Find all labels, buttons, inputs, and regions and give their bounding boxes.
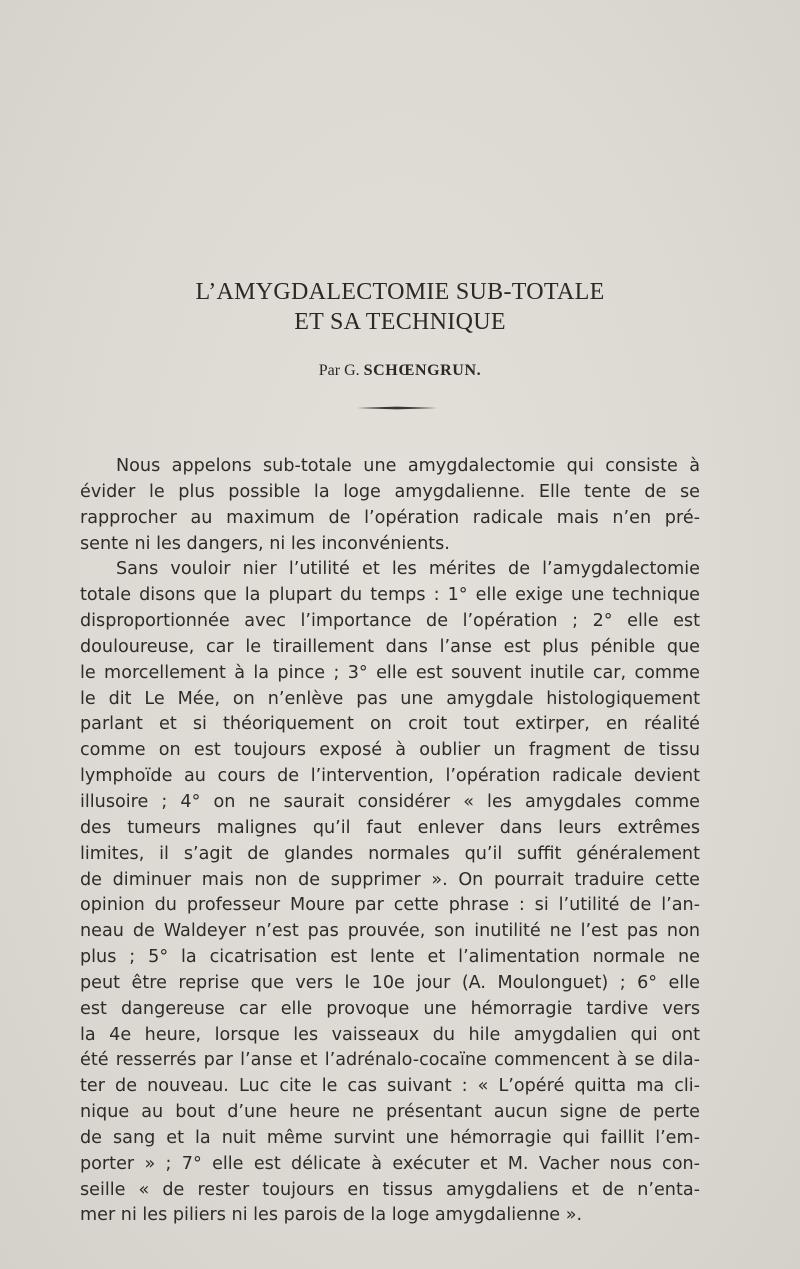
body-line: le dit Le Mée, on n’enlève pas une amygdale histologiquement (80, 688, 700, 709)
body-line: opinion du professeur Moure par cette phrase : si l’utilité de l’an- (80, 895, 700, 916)
body-text (80, 454, 700, 1229)
body-line: illusoire ; 4° on ne saurait considérer « les amygdales comme (80, 791, 700, 812)
body-line: le morcellement à la pince ; 3° elle est souvent inutile car, comme (80, 662, 700, 683)
author-name: SCHŒNGRUN. (363, 362, 482, 379)
body-line: la 4e heure, lorsque les vaisseaux du hile amygdalien qui ont (80, 1024, 700, 1045)
body-line: parlant et si théoriquement on croit tout extirper, en réalité (80, 714, 700, 735)
body-line: de diminuer mais non de supprimer ». On pourrait traduire cette (80, 869, 700, 890)
body-line: de sang et la nuit même survint une hémorragie qui faillit l’em- (80, 1127, 700, 1148)
title-line-2: ET SA TECHNIQUE (294, 309, 506, 335)
body-line: nique au bout d’une heure ne présentant aucun signe de perte (80, 1102, 700, 1123)
body-line: douloureuse, car le tiraillement dans l’anse est plus pénible que (80, 636, 700, 657)
body-line: mer ni les piliers ni les parois de la loge amygdalienne ». (80, 1205, 583, 1226)
ornamental-rule (357, 406, 437, 410)
body-line: limites, il s’agit de glandes normales qu’il suffit généralement (80, 843, 700, 864)
body-line: comme on est toujours exposé à oublier un fragment de tissu (80, 740, 700, 761)
body-line: ter de nouveau. Luc cite le cas suivant : « L’opéré quitta ma cli- (80, 1076, 700, 1097)
title-line-1: L’AMYGDALECTOMIE SUB-TOTALE (195, 279, 605, 305)
body-line: Sans vouloir nier l’utilité et les mérites de l’amygdalectomie (116, 559, 700, 580)
body-line: lymphoïde au cours de l’intervention, l’opération radicale devient (80, 766, 700, 787)
body-line: rapprocher au maximum de l’opération radicale mais n’en pré- (80, 507, 700, 528)
byline-prefix: Par G. (318, 362, 360, 379)
body-line: porter » ; 7° elle est délicate à exécuter et M. Vacher nous con- (80, 1153, 700, 1174)
body-line: été resserrés par l’anse et l’adrénalo-cocaïne commencent à se dila- (80, 1050, 700, 1071)
body-line: Nous appelons sub-totale une amygdalectomie qui consiste à (116, 456, 700, 476)
body-line: plus ; 5° la cicatrisation est lente et l’alimentation normale ne (80, 947, 700, 968)
body-line: évider le plus possible la loge amygdalienne. Elle tente de se (80, 481, 700, 502)
body-line: sente ni les dangers, ni les inconvénients. (80, 533, 450, 554)
body-line: des tumeurs malignes qu’il faut enlever dans leurs extrêmes (80, 817, 700, 838)
byline (0, 362, 800, 380)
body-line: disproportionnée avec l’importance de l’opération ; 2° elle est (80, 611, 700, 632)
body-line: peut être reprise que vers le 10e jour (A. Moulonguet) ; 6° elle (80, 972, 700, 993)
body-line: neau de Waldeyer n’est pas prouvée, son inutilité ne l’est pas non (80, 921, 700, 942)
body-line: est dangereuse car elle provoque une hémorragie tardive vers (80, 998, 700, 1019)
body-line: totale disons que la plupart du temps : 1° elle exige une technique (80, 585, 700, 606)
body-line: seille « de rester toujours en tissus amygdaliens et de n’enta- (80, 1179, 700, 1200)
